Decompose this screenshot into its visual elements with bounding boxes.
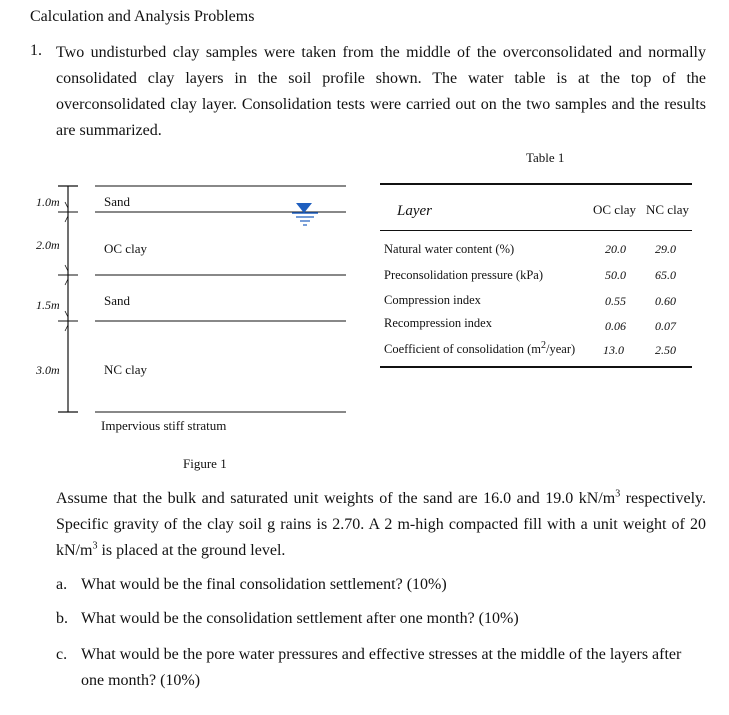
layer-name: Sand <box>104 293 130 308</box>
table-header-rule <box>380 230 692 231</box>
sub-question-label: a. <box>56 576 68 593</box>
sub-question-label: b. <box>56 610 68 627</box>
figure-caption: Figure 1 <box>183 456 227 471</box>
table-cell-oc: 13.0 <box>603 343 624 357</box>
layer-thickness: 2.0m <box>36 238 60 252</box>
table-bottom-rule <box>380 366 692 368</box>
table-cell-oc: 0.55 <box>605 294 626 308</box>
table-cell-nc: 2.50 <box>655 343 676 357</box>
table-row-label: Compression index <box>384 293 481 307</box>
table-cell-oc: 20.0 <box>605 242 626 256</box>
layer-thickness: 1.0m <box>36 195 60 209</box>
table-cell-nc: 0.60 <box>655 294 676 308</box>
table-cell-nc: 0.07 <box>655 319 676 333</box>
sub-question-text: What would be the pore water pressures and effective stresses at the middle of the layers after one month? (10%) <box>81 646 682 689</box>
layer-name: OC clay <box>104 241 147 256</box>
layer-name: Sand <box>104 194 130 209</box>
table-top-rule <box>380 183 692 185</box>
table-header-nc: NC clay <box>646 202 689 217</box>
sub-question-text: What would be the final consolidation settlement? (10%) <box>81 576 447 593</box>
section-heading: Calculation and Analysis Problems <box>30 8 255 25</box>
table-cell-nc: 65.0 <box>655 268 676 282</box>
sub-question-text: What would be the consolidation settlement after one month? (10%) <box>81 610 519 627</box>
table-caption: Table 1 <box>526 150 565 165</box>
layer-thickness: 1.5m <box>36 298 60 312</box>
layer-thickness: 3.0m <box>36 363 60 377</box>
table-cell-oc: 0.06 <box>605 319 626 333</box>
base-stratum-label: Impervious stiff stratum <box>101 418 227 433</box>
sub-question-label: c. <box>56 646 68 663</box>
table-row-label: Preconsolidation pressure (kPa) <box>384 268 543 282</box>
table-row-label: Recompression index <box>384 316 492 330</box>
table-header-oc: OC clay <box>593 202 636 217</box>
water-table-icon <box>290 200 320 232</box>
table-cell-nc: 29.0 <box>655 242 676 256</box>
table-row-label: Coefficient of consolidation $(m^2/year)$ <box>384 339 576 356</box>
table-cell-oc: 50.0 <box>605 268 626 282</box>
question-text: Two undisturbed clay samples were taken from the middle of the overconsolidated and normally consolidated clay layers in the soil profile shown. The water table is at the top of the overconsolidated clay layer. Consolidation tests were carried out on the two samples and the results are summarized. <box>56 44 706 139</box>
question-number: 1. <box>30 42 42 59</box>
assumption-paragraph: Assume that the bulk and saturated unit weights of the sand are 16.0 and 19.0 $kN/m^3$ respectively. Specific gravity of the clay soil g rains is 2.70. A 2 m-high compacted fill with a unit weight of 20 $kN/m^3$ is placed at the ground level. <box>56 488 706 559</box>
table-header-layer: Layer <box>397 203 432 219</box>
layer-name: NC clay <box>104 362 147 377</box>
table-row-label: Natural water content (%) <box>384 242 515 256</box>
